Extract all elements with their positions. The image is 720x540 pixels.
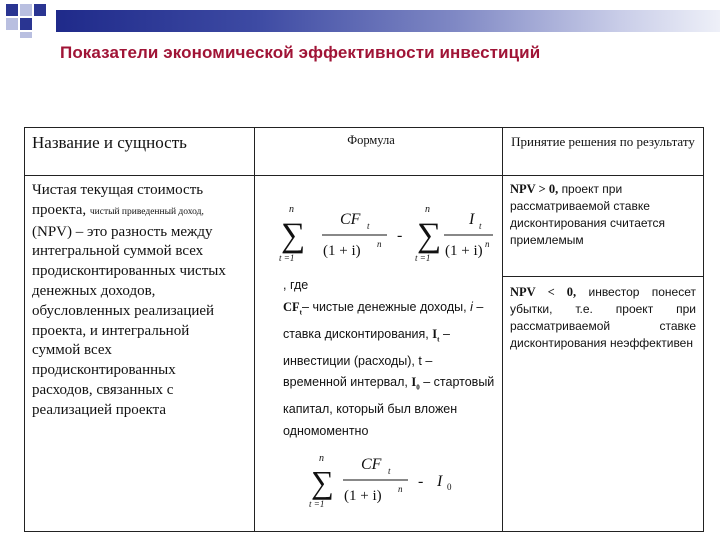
- page-title: Показатели экономической эффективности инвестиций: [60, 43, 541, 62]
- npv-description: [32, 181, 232, 421]
- header-gradient-bar: [56, 10, 720, 32]
- decision-negative: NPV < 0, инвестор понесет убытки, т.е. проект при рассматриваемой ставке дисконтирования неэффективен: [510, 285, 696, 350]
- header-formula: Формула: [347, 133, 395, 147]
- svg-text:n: n: [425, 204, 430, 215]
- decor-square: [20, 4, 32, 16]
- decor-square: [20, 32, 32, 38]
- svg-text:t =1: t =1: [309, 499, 325, 509]
- svg-text:n: n: [398, 484, 403, 494]
- svg-text:t =1: t =1: [415, 253, 431, 263]
- decor-square: [34, 4, 46, 16]
- svg-text:n: n: [377, 239, 382, 249]
- sigma-symbol: ∑: [417, 217, 442, 254]
- header-decision: Принятие решения по результату: [511, 134, 695, 149]
- efficiency-table: [24, 127, 704, 532]
- minus-sign: -: [397, 227, 403, 244]
- svg-text:n: n: [319, 453, 324, 464]
- decor-square: [20, 18, 32, 30]
- formula-legend: , где $CF_t-$ чистые денежные доходы, i – ставка дисконтирования, $I_t$ – инвестиции (расходы), t – временной интервал, $I_0$ – стартовый капитал, который был вложен одномоментно: [283, 278, 495, 438]
- svg-text:0: 0: [447, 482, 452, 492]
- npv-description-part1: Чистая текущая стоимость проекта,: [32, 182, 204, 218]
- cf-numerator: CF: [361, 456, 382, 473]
- svg-text:t: t: [388, 466, 391, 476]
- svg-text:n: n: [485, 239, 490, 249]
- npv-formula-alt: [309, 449, 459, 519]
- sigma-symbol: ∑: [281, 217, 306, 254]
- svg-text:t: t: [479, 221, 482, 231]
- header-decoration: [0, 0, 720, 40]
- header-name: Название и сущность: [32, 133, 187, 152]
- cf-numerator: CF: [340, 211, 361, 228]
- npv-formula: [279, 199, 494, 279]
- sum-bottom: t =1: [279, 253, 295, 263]
- npv-description-small: чистый приведенный доход,: [89, 206, 204, 217]
- decor-square: [6, 18, 18, 30]
- sigma-symbol: ∑: [311, 464, 334, 500]
- decor-square: [6, 4, 18, 16]
- denominator: (1 + i): [344, 488, 382, 504]
- it-numerator: I: [469, 211, 475, 228]
- svg-text:t: t: [367, 221, 370, 231]
- denominator: (1 + i): [323, 243, 361, 259]
- sum-top: n: [289, 204, 294, 215]
- minus-sign: -: [418, 473, 424, 490]
- denominator: (1 + i): [445, 243, 483, 259]
- decision-positive: NPV > 0, проект при рассматриваемой ставке дисконтирования считается приемлемым: [510, 182, 666, 247]
- i0-symbol: I: [437, 473, 443, 490]
- npv-description-part2: (NPV) – это разность между интегральной суммой всех продисконтированных чистых денежных доходов, обусловленных реализацией проекта, и интегральной суммой всех продисконтированных расходов, связанных с реализацией проекта: [32, 223, 226, 418]
